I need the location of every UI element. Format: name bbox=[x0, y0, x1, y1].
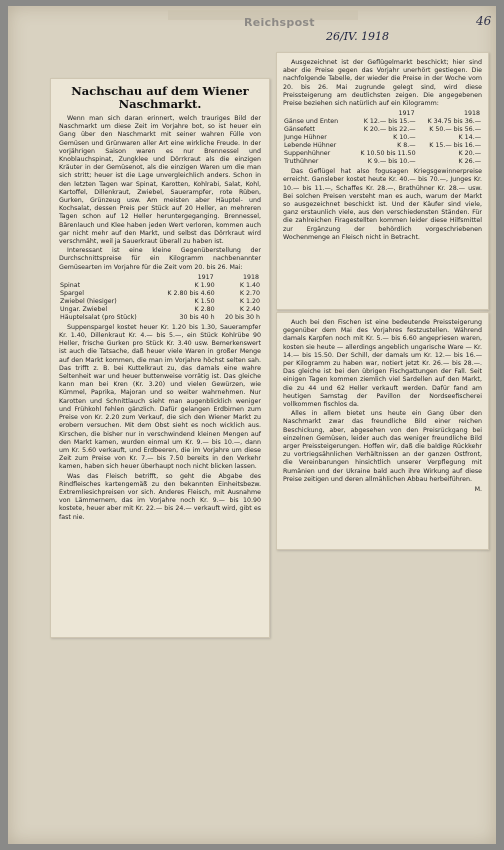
page-number: 46 bbox=[476, 14, 492, 28]
table-row: Häuptelsalat (pro Stück) 30 bis 40 h 20 bis 30 h bbox=[60, 313, 260, 321]
paragraph: Auch bei den Fischen ist eine bedeutende Preissteigerung gegenüber dem Mai des Vorjahres festzustellen. Während damals Karpfen noch mit Kr. 5.— bis 6.60 angepriesen waren, kosten sie heute — allerdings angeblich ungarische Ware — Kr. 14.— bis 15.50. Der Schill, der damals um Kr. 12.— bis 16.— per Kilogramm zu haben war, notiert jetzt Kr. 26.— bis 28.—. Das gleiche ist bei den übrigen Fischgattungen der Fall. Seit einigen Tagen kommen ziemlich viel Sardellen auf den Markt, die zu 44 und 62 Heller verkauft werden. Dafür fand am heutigen Samstag der Pavillon der Nordseefischerei vollkommen fischlos da. bbox=[283, 319, 482, 409]
table-row: Suppenhühner K 10.50 bis 11.50 K 20.— bbox=[284, 150, 481, 158]
paragraph: Alles in allem bietet uns heute ein Gang über den Naschmarkt zwar das freundliche Bild einer reichen Beschickung, aber, abgesehen von den Preisrückgang bei einzelnen Gemüsen, leider auch das weniger freundliche Bild arger Preissteigerungen. Hoffen wir, daß die baldige Rückkehr zu vortriegsähnlichen Verhältnissen an der ganzen Ostfront, die Vereinbarungen hinsichtlich unserer Verpflegung mit Rumänien und der Ukraine bald auch ihre Wirkung auf diese Preise zeitigen und deren allmählichen Abbau herbeiführen. bbox=[283, 410, 482, 483]
clipping-fish bbox=[276, 312, 489, 550]
year-header: 1918 bbox=[463, 110, 480, 118]
paragraph: Ausgezeichnet ist der Geflügelmarkt beschickt; hier sind aber die Preise gegen das Vorjahr unerhört gestiegen. Die nachfolgende Tabelle, der wieder die Preise in der Woche vom 20. bis 26. Mai zugrunde gelegt sind, wird diese Preissteigerung am deutlichsten zeigen. Die angegebenen Preise beziehen sich natürlich auf ein Kilogramm: bbox=[283, 59, 482, 108]
year-header: 1918 bbox=[242, 273, 259, 281]
paragraph: Wenn man sich daran erinnert, welch trauriges Bild der Naschmarkt um diese Zeit im Vorjahre bot, so ist heuer ein Gang über den Naschmarkt mit seiner wahren Fülle von Gemüsen und Grünwaren aller Art eine wirkliche Freude. In der vorjährigen Saison waren es nur Brennessel und Knoblauchspinat, Zungklee und Dörrkraut als die einzigen Kräuter in der Gemüsenot, als die einzigen Waren um die man sich stritt; heuer ist die Lage unvergleichlich anders. Schon in den letzten Tagen war Spinat, Karotten, Kohlrabi, Salat, Kohl, Kartoffel, Dillenkraut, Zwiebel, Sauerampfer, rote Rüben, Gurken, Grünzeug usw. Am meisten aber Häuptel- und Kochsalat, dessen Preis per Stück auf 20 Heller, an mehreren Tagen schon auf 12 Heller heruntergeganging. Brennessel, Bärenlauch und Klee haben jeden Wert verloren, kommen auch gar nicht mehr auf den Markt, und selbst das Dörrkraut wird verschmäht, weil ja Sauerkraut überall zu haben ist. bbox=[59, 115, 261, 246]
paragraph: Was das Fleisch betrifft, so geht die Abgabe des Rindfleisches kartengemäß zu den bekannten Einheitsbezw. Extremliesichpreisen vor sich. Anderes Fleisch, mit Ausnahme von Lämmernem, das im Vorjahre noch Kr. 9.— bis 10.90 kostete, heuer aber mit Kr. 22.— bis 24.— verkauft wird, gibt es fast nie. bbox=[59, 472, 261, 521]
paragraph: Suppenspargel kostet heuer Kr. 1.20 bis 1.30, Sauerampfer Kr. 1.40, Dillenkraut Kr. 4.— bis 5.—, ein Stück Kohlrübe 90 Heller, frische Gurken pro Stück Kr. 3.40 usw. Bemerkenswert ist auch die Tatsache, daß heuer viele Waren in großer Menge auf den Markt kommen, die man im Vorjahre höchst selten sah. Das trifft z. B. bei Kuttelkraut zu, das damals eine wahre Seltenheit war und heuer buttenweise vorrätig ist. Das gleiche kann man bei Kren (Kr. 3.20) und vielen Gewürzen, wie Kümmel, Paprika, Majoran und so weiter wahrnehmen. Nur Karotten und Schnittlauch sieht man augenblicklich weniger und Frühkohl fehlen gänzlich. Dafür gelangen Erdbirnen zum Preise von Kr. 2.20 zum Verkauf, die sich den Wiener Markt zu erobern versuchen. Mit dem Obst sieht es noch wicklich aus. Kirschen, die bisher nur in verschwindend kleinen Mengen auf den Markt kamen, wurden einmal um Kr. 9.— bis 10.—, dann um Kr. 5.60 verkauft, und Erdbeeren, die im Vorjahre um diese Zeit zum Preise von Kr. 7.— bis 7.50 bereits in den Verkehr kamen, haben sich heuer überhaupt noch nicht blicken lassen. bbox=[59, 323, 261, 471]
table-row: Lebende Hühner K 8.— K 15.— bis 16.— bbox=[284, 142, 481, 150]
vegetable-price-table bbox=[59, 274, 261, 322]
article-headline bbox=[59, 85, 261, 111]
table-row: Junge Hühner K 10.— K 14.— bbox=[284, 134, 481, 142]
clipping-poultry bbox=[276, 52, 489, 310]
table-row: Spargel K 2.80 bis 4.60 K 2.70 bbox=[60, 289, 260, 297]
table-row: Gänsefett K 20.— bis 22.— K 50.— bis 56.— bbox=[284, 126, 481, 134]
handwritten-date: 26/IV. 1918 bbox=[326, 30, 390, 43]
clipping-naschmarkt bbox=[50, 78, 270, 638]
year-header: 1917 bbox=[398, 110, 415, 118]
table-row: Zwiebel (hiesiger) K 1.50 K 1.20 bbox=[60, 297, 260, 305]
headline-line-1: Nachschau auf dem Wiener bbox=[71, 84, 249, 98]
author-signature: M. bbox=[474, 486, 482, 494]
headline-line-2: Naschmarkt. bbox=[118, 97, 202, 111]
table-row: Truthühner K 9.— bis 10.— K 26.— bbox=[284, 158, 481, 166]
paragraph: Das Geflügel hat also fogusagen Kriegsgewinnerpreise erreicht. Gansleber kostet heute Kr. 40.— bis 70.—, Junges Kr. 10.— bis 11.—, Schaffes Kr. 28.—, Brathühner Kr. 28.— usw. Bei solchen Preisen versteht man es auch, warum der Markt so ausgezeichnet beschickt ist. Und der Käufer sind viele, ganz erstaunlich viele, aus den verschiedensten Ständen. Für die zahlreichen Firagestellten kommen leider diese Hilfsmittel zur Ergänzung der behördlich vorgeschriebenen Wochenmenge an Fleisch nicht in Betracht. bbox=[283, 168, 482, 241]
poultry-price-table bbox=[283, 110, 482, 166]
table-row: Gänse und Enten K 12.— bis 15.— K 34.75 bis 36.— bbox=[284, 118, 481, 126]
paragraph: Interessant ist eine kleine Gegenüberstellung der Durchschnittspreise für ein Kilogramm nachbenannter Gemüsearten im Vorjahre für die Zeit vom 20. bis 26. Mai: bbox=[59, 247, 261, 271]
newspaper-name: Reichspost bbox=[244, 16, 315, 29]
year-header: 1917 bbox=[197, 273, 214, 281]
table-row: Ungar. Zwiebel K 2.80 K 2.40 bbox=[60, 305, 260, 313]
table-row: Spinat K 1.90 K 1.40 bbox=[60, 281, 260, 289]
